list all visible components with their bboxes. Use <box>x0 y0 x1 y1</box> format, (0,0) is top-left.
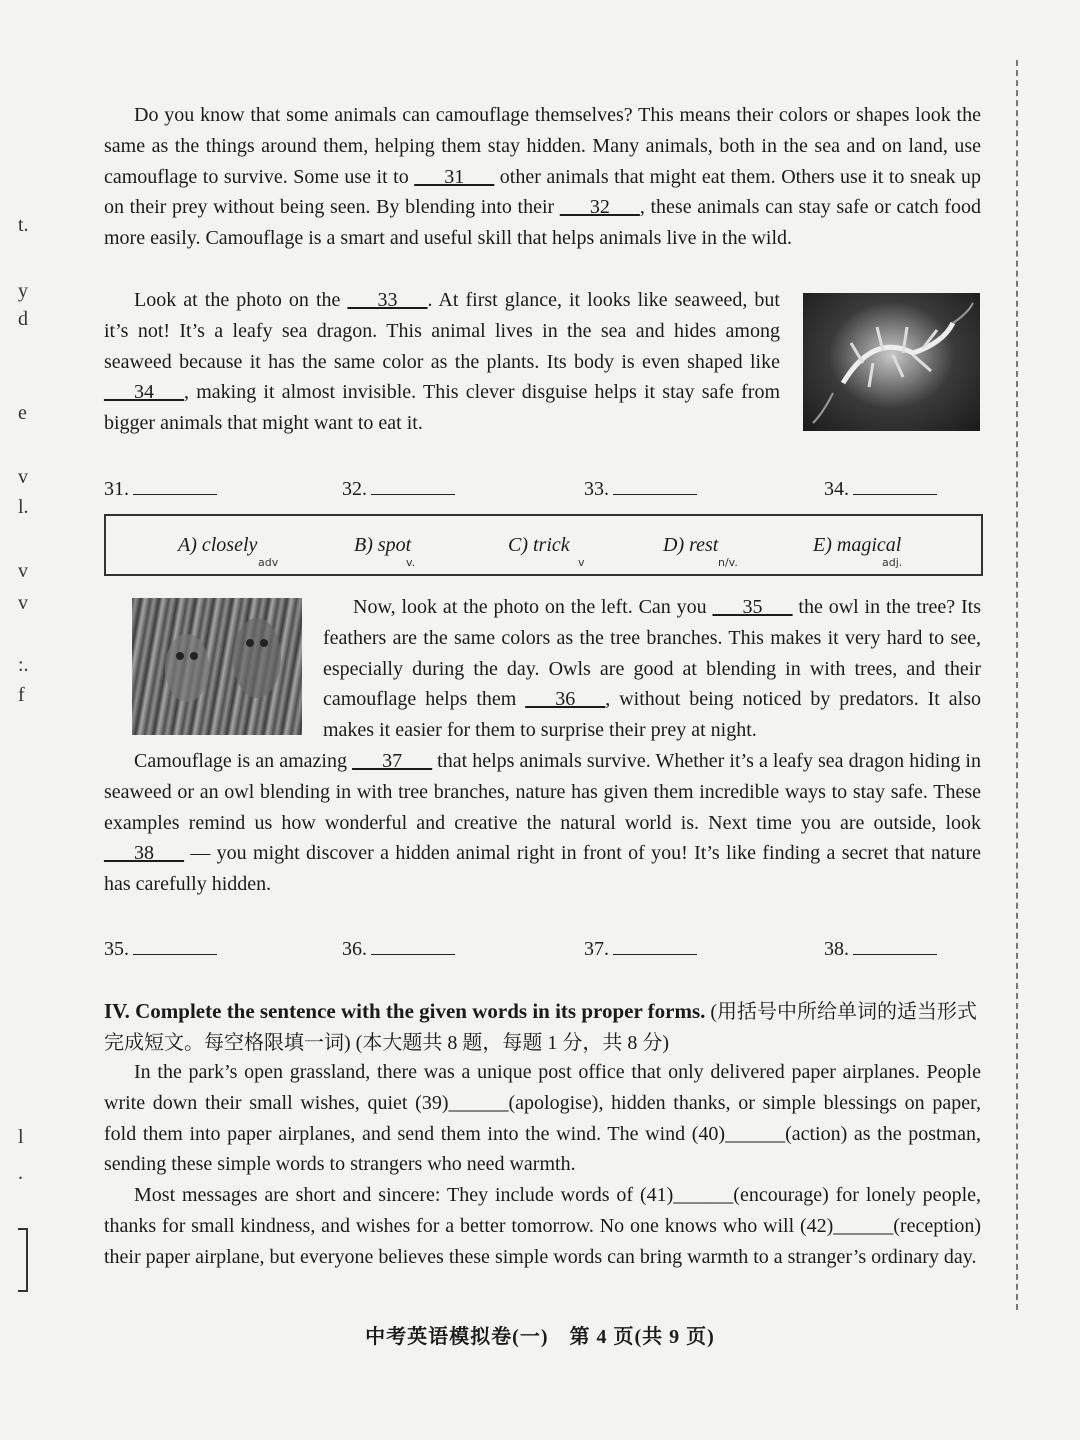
owl-illustration <box>132 598 302 735</box>
section-iv-heading <box>104 996 981 1059</box>
margin-letter: y <box>18 280 28 302</box>
answer-35[interactable] <box>104 934 217 961</box>
text: . At first glance, it looks like seaweed, but it’s not! It’s a leafy sea dragon. This animal lives in the sea and hides among seaweed because it has the same color as the plants. Its body is even shaped like <box>104 289 780 373</box>
blank-35[interactable]: ___35___ <box>712 596 793 618</box>
option-a: A) closely <box>178 534 258 556</box>
answer-31[interactable] <box>104 474 217 501</box>
answer-number: 34. <box>824 478 849 500</box>
answer-row-31-34 <box>104 474 981 502</box>
text: Look at the photo on the <box>134 289 348 311</box>
margin-letter: d <box>18 308 28 330</box>
answer-line[interactable] <box>371 474 455 495</box>
blank-34[interactable]: ___34___ <box>104 381 184 404</box>
answer-number: 32. <box>342 478 367 500</box>
section-instructions: (用括号中所给单词的适当形式完成短文。每空格限填一词) (本大题共 8 题，每题 1 分，共 8 分) <box>104 1001 978 1054</box>
answer-line[interactable] <box>133 474 217 495</box>
option-c: C) trick <box>508 534 570 556</box>
handwritten-note: adv <box>258 556 279 569</box>
answer-line[interactable] <box>613 474 697 495</box>
leafy-sea-dragon-photo <box>803 293 980 431</box>
margin-letter: v <box>18 466 28 488</box>
passage-paragraph-2 <box>104 285 780 439</box>
answer-number: 33. <box>584 478 609 500</box>
blank-31[interactable]: ___31___ <box>414 165 495 188</box>
text: , without being noticed by predators. It also makes it easier for them to surprise their prey at night. <box>323 688 981 742</box>
section-title: IV. Complete the sentence with the given words in its proper forms. <box>104 999 706 1023</box>
answer-32[interactable] <box>342 474 455 501</box>
binding-dashed-line <box>1016 60 1018 1310</box>
blank-38[interactable]: ___38___ <box>104 842 184 865</box>
handwritten-note: v <box>578 556 585 569</box>
answer-number: 38. <box>824 938 849 960</box>
section-iv-paragraph-1: In the park’s open grassland, there was a unique post office that only delivered paper airplanes. People write down their small wishes, quiet (39)______(apologise), hidden thanks, or simple blessings on paper, fold them into paper airplanes, and send them into the wind. The wind (40)______(action) as the postman, sending these simple words to strangers who need warmth. <box>104 1061 981 1176</box>
text: — you might discover a hidden animal right in front of you! It’s like finding a secret that nature has carefully hidden. <box>104 842 981 896</box>
answer-line[interactable] <box>853 474 937 495</box>
margin-letter: f <box>18 684 25 706</box>
text: Camouflage is an amazing <box>134 750 353 772</box>
option-b: B) spot <box>354 534 412 556</box>
margin-letter: t. <box>18 214 29 236</box>
answer-line[interactable] <box>133 934 217 955</box>
answer-number: 37. <box>584 938 609 960</box>
handwritten-note: v. <box>406 556 416 569</box>
answer-38[interactable] <box>824 934 937 961</box>
answer-36[interactable] <box>342 934 455 961</box>
margin-letter: l. <box>18 496 29 518</box>
text: that helps animals survive. Whether it’s a leafy sea dragon hiding in seaweed or an owl blending in with tree branches, nature has given them incredible ways to stay safe. These examples remind us how wonderful and creative the natural world is. Next time you are outside, look <box>104 750 981 834</box>
answer-line[interactable] <box>613 934 697 955</box>
answer-row-35-38 <box>104 934 981 962</box>
blank-32[interactable]: ___32___ <box>559 196 640 219</box>
text: other animals that might eat them. Others use it to sneak up on their prey without being seen. By blending into their <box>104 165 981 219</box>
text: , these animals can stay safe or catch food more easily. Camouflage is a smart and useful skill that helps animals live in the wild. <box>104 196 981 250</box>
handwritten-note: adj. <box>882 556 903 569</box>
option-e: E) magical <box>813 534 902 556</box>
answer-33[interactable] <box>584 474 697 501</box>
owl-in-tree-photo <box>132 598 302 735</box>
passage-paragraph-3 <box>323 592 981 746</box>
passage-paragraph-4 <box>104 746 981 900</box>
margin-letter: . <box>18 1162 23 1184</box>
answer-number: 35. <box>104 938 129 960</box>
margin-letter: v <box>18 560 28 582</box>
answer-number: 36. <box>342 938 367 960</box>
passage-paragraph-1 <box>104 100 981 254</box>
answer-line[interactable] <box>371 934 455 955</box>
answer-37[interactable] <box>584 934 697 961</box>
text: the owl in the tree? Its feathers are the same colors as the tree branches. This makes it very hard to see, especially during the day. Owls are good at blending in with trees, and their camouflage helps them <box>323 596 981 711</box>
sea-dragon-illustration <box>803 293 980 431</box>
answer-number: 31. <box>104 478 129 500</box>
answer-line[interactable] <box>853 934 937 955</box>
text: Now, look at the photo on the left. Can you <box>353 596 713 618</box>
blank-33[interactable]: ___33___ <box>347 289 428 311</box>
section-iv-paragraph-2: Most messages are short and sincere: They include words of (41)______(encourage) for lonely people, thanks for small kindness, and wishes for a better tomorrow. No one knows who will (42)______(reception) their paper airplane, but everyone believes these simple words can bring warmth to a stranger’s ordinary day. <box>104 1184 981 1268</box>
answer-34[interactable] <box>824 474 937 501</box>
margin-bracket <box>18 1228 28 1292</box>
blank-36[interactable]: ___36___ <box>525 688 606 711</box>
margin-letter: l <box>18 1126 24 1148</box>
margin-letter: :. <box>18 654 29 676</box>
text: Do you know that some animals can camouflage themselves? This means their colors or shapes look the same as the things around them, helping them stay hidden. Many animals, both in the sea and on land, use camouflage to survive. Some use it to <box>104 104 981 188</box>
handwritten-note: n/v. <box>718 556 738 569</box>
margin-letter: v <box>18 592 28 614</box>
word-options-box <box>104 514 983 576</box>
text: , making it almost invisible. This clever disguise helps it stay safe from bigger animals that might want to eat it. <box>104 381 780 435</box>
option-d: D) rest <box>663 534 719 556</box>
margin-letter: e <box>18 402 27 424</box>
blank-37[interactable]: ___37___ <box>352 750 433 772</box>
page-footer: 中考英语模拟卷(一) 第 4 页(共 9 页) <box>365 1326 715 1348</box>
